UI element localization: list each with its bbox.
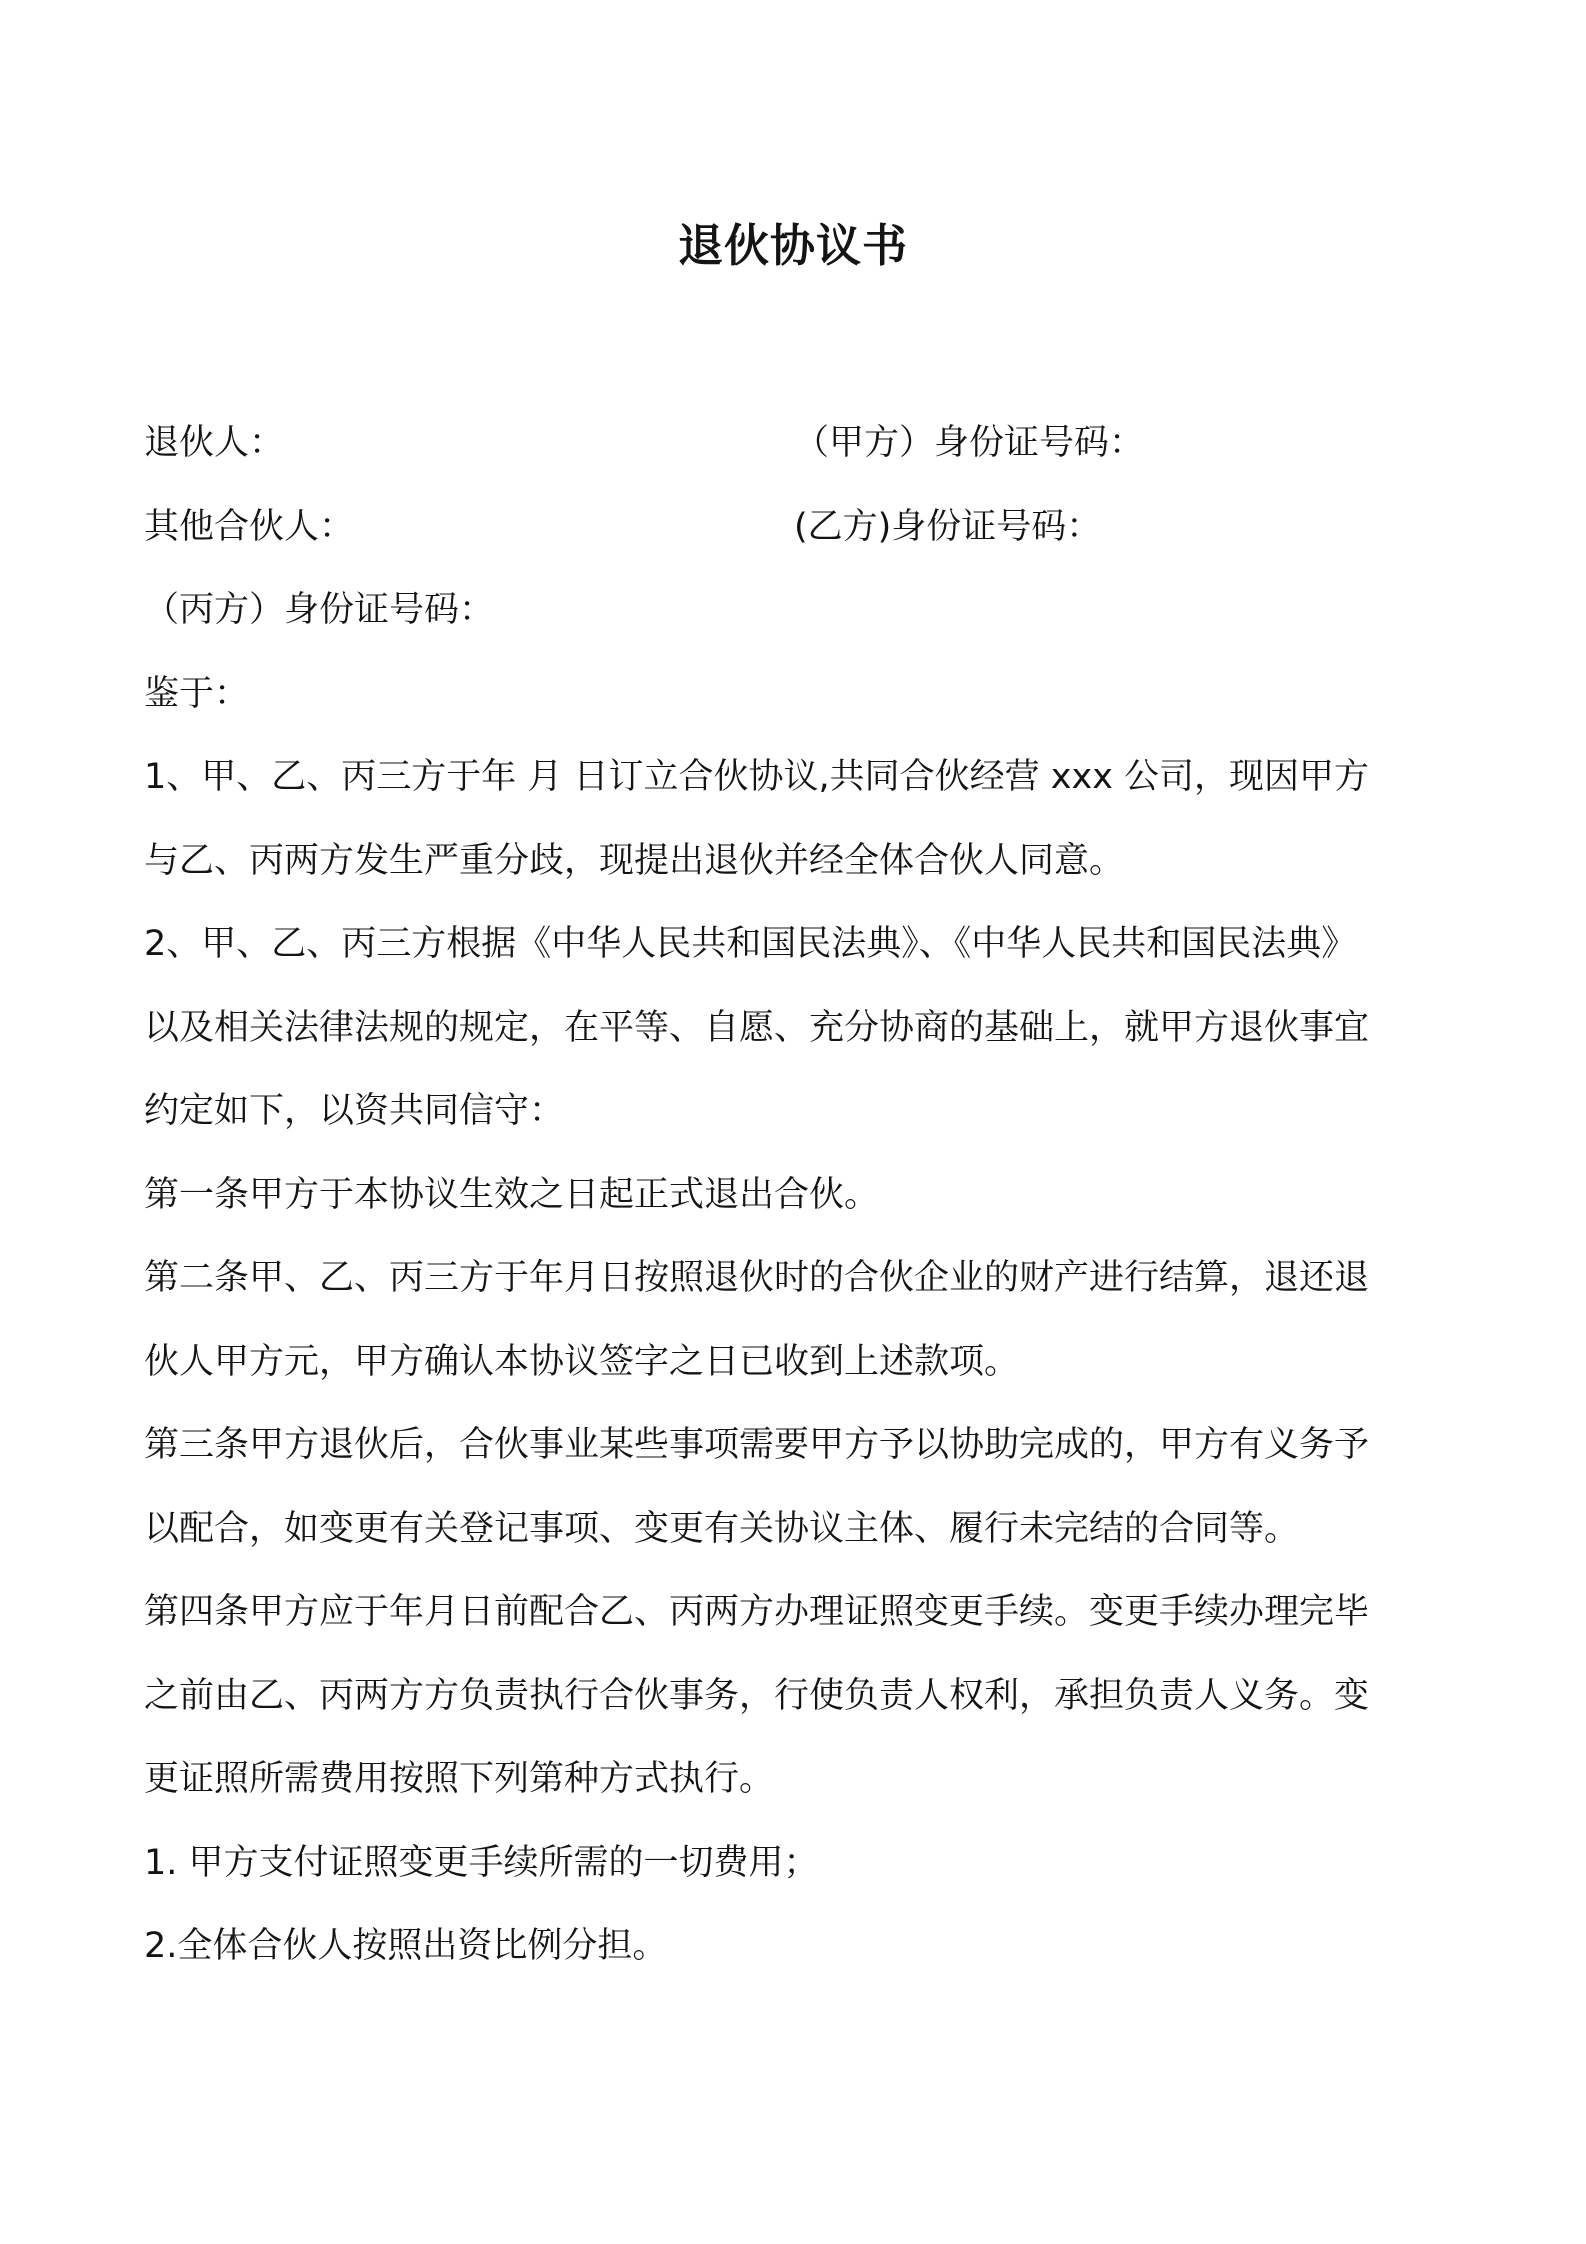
article-1-line: 第一条甲方于本协议生效之日起正式退出合伙。 <box>144 1174 880 1215</box>
withdrawing-partner-label: 退伙人： <box>144 423 285 463</box>
document-title: 退伙协议书 <box>677 219 908 272</box>
other-partners-label: 其他合伙人： <box>144 506 355 547</box>
party-a-id-label: （甲方）身份证号码： <box>794 423 1145 463</box>
parties-row-2 <box>144 486 1454 570</box>
party-c-id-label: （丙方）身份证号码： <box>144 590 495 630</box>
parties-row-1 <box>144 402 1454 486</box>
article-2-line: 第二条甲、乙、丙三方于年月日按照退伙时的合伙企业的财产进行结算，退还退 <box>144 1258 1370 1298</box>
article-1 <box>144 1154 1454 1238</box>
article-3-line: 以配合，如变更有关登记事项、变更有关协议主体、履行未完结的合同等。 <box>144 1508 1300 1549</box>
recital-2-line: 以及相关法律法规的规定，在平等、自愿、充分协商的基础上，就甲方退伙事宜 <box>144 1007 1370 1048</box>
document-body <box>144 402 1454 1989</box>
option-1: 1. 甲方支付证照变更手续所需的一切费用； <box>144 1842 819 1883</box>
article-4 <box>144 1571 1454 1822</box>
party-b-id-label: (乙方)身份证号码： <box>794 506 1102 547</box>
recital-1-line: 1、甲、乙、丙三方于年 月 日订立合伙协议,共同合伙经营 xxx 公司，现因甲方 <box>144 757 1370 797</box>
article-4-line: 之前由乙、丙两方方负责执行合伙事务，行使负责人权利，承担负责人义务。变 <box>144 1675 1370 1716</box>
option-2: 2.全体合伙人按照出资比例分担。 <box>144 1926 668 1966</box>
recital-1-line: 与乙、丙两方发生严重分歧，现提出退伙并经全体合伙人同意。 <box>144 840 1125 881</box>
recital-2-line: 2、甲、乙、丙三方根据《中华人民共和国民法典》、《中华人民共和国民法典》 <box>144 924 1357 964</box>
article-3-line: 第三条甲方退伙后，合伙事业某些事项需要甲方予以协助完成的，甲方有义务予 <box>144 1425 1370 1465</box>
recital-2-line: 约定如下，以资共同信守： <box>144 1091 565 1131</box>
recital-1 <box>144 736 1454 903</box>
article-4-line: 第四条甲方应于年月日前配合乙、丙两方办理证照变更手续。变更手续办理完毕 <box>144 1592 1370 1632</box>
article-2 <box>144 1237 1454 1404</box>
whereas-label: 鉴于： <box>144 673 250 714</box>
article-4-line: 更证照所需费用按照下列第种方式执行。 <box>144 1759 775 1799</box>
recital-2 <box>144 903 1454 1154</box>
article-2-line: 伙人甲方元，甲方确认本协议签字之日已收到上述款项。 <box>144 1341 1020 1382</box>
article-3 <box>144 1404 1454 1571</box>
